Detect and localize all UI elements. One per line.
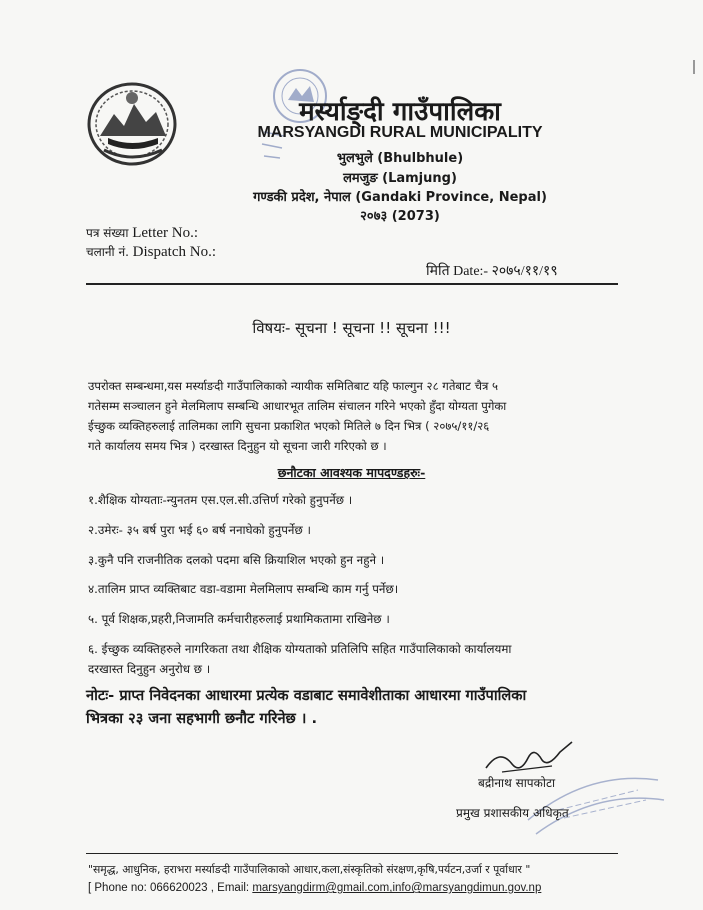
header-district: लमजुङ (Lamjung): [343, 171, 457, 186]
letter-label-en: Letter No.:: [132, 225, 199, 241]
note-block: [86, 684, 626, 730]
signatory-name: बद्रीनाथ सापकोटा: [478, 776, 556, 790]
criteria-item: [88, 639, 618, 679]
footer-contact: [88, 882, 618, 894]
footer-email-link[interactable]: marsyangdirm@gmail.com,info@marsyangdimun.gov.np: [252, 882, 542, 894]
date-label: मिति Date:-: [426, 264, 489, 279]
footer-divider: [86, 853, 618, 854]
municipality-name-np: मर्स्याङ्दी गाउँपालिका: [299, 97, 501, 127]
paragraph-line: गतेसम्म सञ्चालन हुने मेलमिलाप सम्बन्धि आधारभूत तालिम संचालन गरिने भएको हुँदा योग्यता पुगेका: [88, 399, 507, 413]
subject-line: विषयः- सूचना ! सूचना !! सूचना !!!: [252, 319, 451, 337]
note-line: भित्रका २३ जना सहभागी छनौट गरिनेछ । .: [86, 710, 318, 727]
paragraph-line: ईच्छुक व्यक्तिहरुलाई तालिमका लागि सुचना प्रकाशित भएको मितिले ७ दिन भित्र ( २०७५/११/२६: [88, 419, 490, 433]
paragraph-line: गते कार्यालय समय भित्र ) दरखास्त दिनुहुन यो सूचना जारी गरिएको छ ।: [88, 439, 387, 453]
page-mark: [693, 60, 695, 74]
dispatch-label-en: Dispatch No.:: [132, 244, 216, 260]
criteria-item: २.उमेरः- ३५ बर्ष पुरा भई ६० बर्ष ननाघेको हुनुपर्नेछ ।: [88, 523, 311, 537]
signatory-title: प्रमुख प्रशासकीय अधिकृत: [456, 806, 569, 820]
criteria-item: १.शैक्षिक योग्यताः-न्युनतम एस.एल.सी.उत्तिर्ण गरेको हुनुपर्नेछ ।: [88, 493, 353, 507]
official-stamp-icon: [518, 760, 668, 840]
dispatch-label-np: चलानी नं.: [86, 245, 129, 259]
header-province: गण्डकी प्रदेश, नेपाल (Gandaki Province, Nepal): [253, 190, 547, 205]
letter-number: [86, 224, 198, 242]
notice-paragraph: [88, 376, 616, 456]
criteria-line: दरखास्त दिनुहुन अनुरोध छ ।: [88, 662, 211, 676]
criteria-line: ६. ईच्छुक व्यक्तिहरुले नागरिकता तथा शैक्षिक योग्यताको प्रतिलिपि सहित गाउँपालिकाको कार्यालयमा: [88, 642, 512, 656]
criteria-item: ४.तालिम प्राप्त व्यक्तिबाट वडा-वडामा मेलमिलाप सम्बन्धि काम गर्नु पर्नेछ।: [88, 582, 399, 596]
nepal-emblem-icon: [86, 78, 178, 166]
paragraph-line: उपरोक्त सम्बन्धमा,यस मर्स्याङदी गाउँपालिकाको न्यायीक समितिबाट यहि फाल्गुन २८ गतेबाट चैत्र ५: [88, 379, 499, 393]
footer-motto: "समृद्ध, आधुनिक, हराभरा मर्स्याङदी गाउँपालिकाको आधार,कला,संस्कृतिको संरक्षण,कृषि,पर्यटन,उर्जा र पूर्वाधार ": [88, 863, 531, 876]
criteria-item: ५. पूर्व शिक्षक,प्रहरी,निजामति कर्मचारीहरुलाई प्रथामिकतामा राखिनेछ ।: [88, 612, 390, 626]
header-place: भुलभुले (Bhulbhule): [336, 151, 464, 166]
footer-phone: [ Phone no: 066620023 , Email:: [88, 882, 250, 894]
date-value: २०७५/११/१९: [491, 264, 558, 279]
criteria-heading: छनौटका आवश्यक मापदण्डहरुः-: [277, 465, 426, 480]
header-year: २०७३ (2073): [360, 209, 440, 224]
header-divider: [86, 283, 618, 285]
dispatch-number: [86, 243, 216, 261]
note-line: नोटः- प्राप्त निवेदनका आधारमा प्रत्येक वडाबाट समावेशीताका आधारमा गाउँपालिका: [86, 687, 527, 704]
letter-label-np: पत्र संख्या: [86, 226, 129, 240]
criteria-item: ३.कुनै पनि राजनीतिक दलको पदमा बसि क्रियाशिल भएको हुन नहुने ।: [88, 553, 385, 567]
date-line: [426, 261, 558, 280]
municipality-name-en: MARSYANGDI RURAL MUNICIPALITY: [257, 124, 543, 141]
